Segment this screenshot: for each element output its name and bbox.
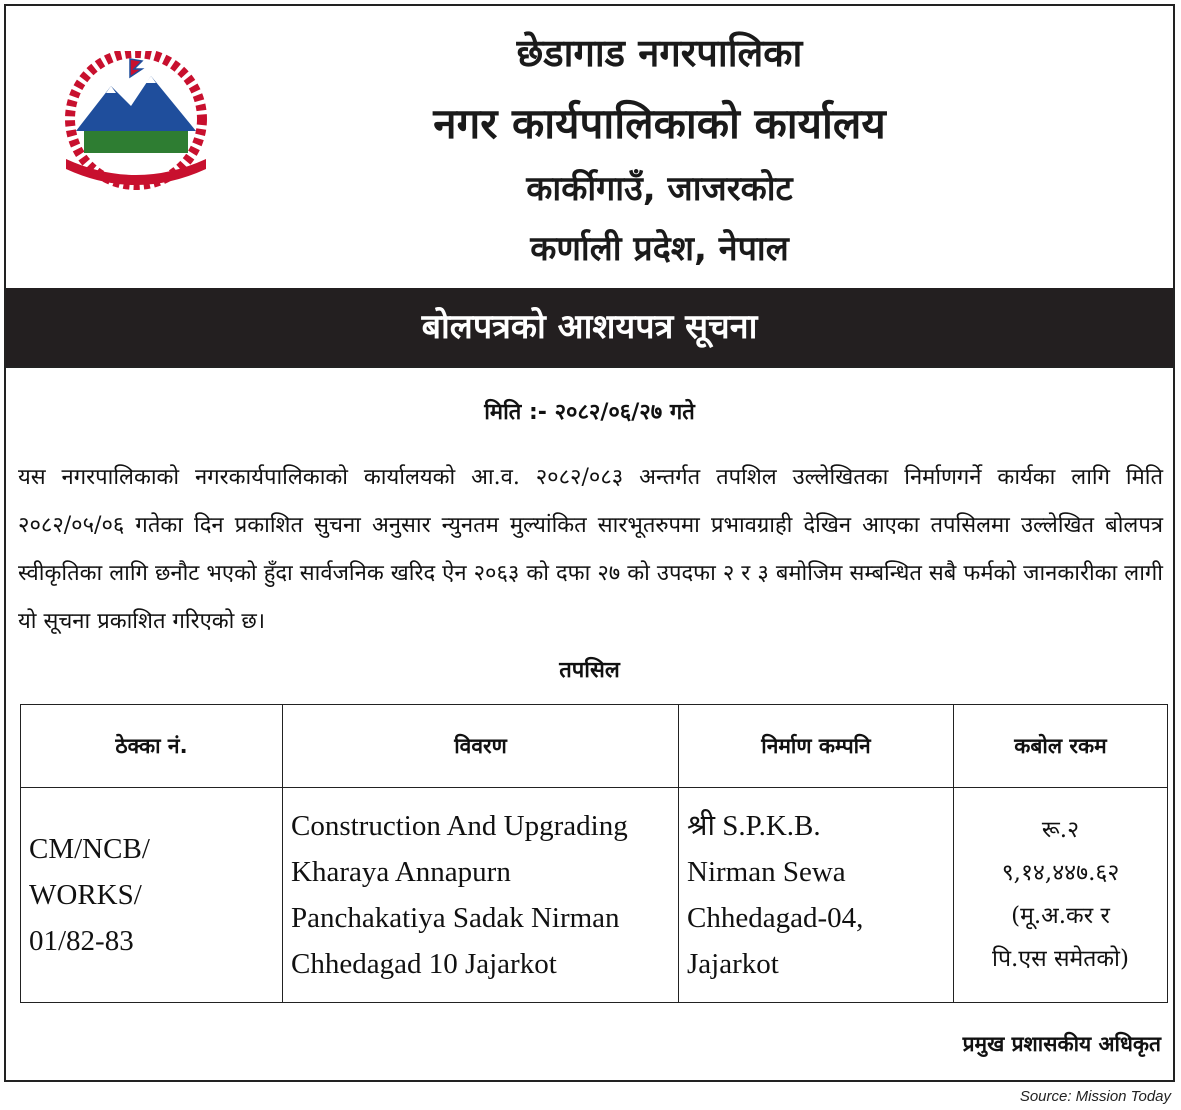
header-contract-no: ठेक्का नं. xyxy=(21,705,283,788)
office-name: नगर कार्यपालिकाको कार्यालय xyxy=(433,99,886,148)
cell-company: श्री S.P.K.B. Nirman Sewa Chhedagad-04, Jajarkot xyxy=(679,788,954,1003)
signatory-title: प्रमुख प्रशासकीय अधिकृत xyxy=(962,1032,1161,1056)
notice-body: यस नगरपालिकाको नगरकार्यपालिकाको कार्यालयको आ.व. २०८२/०८३ अन्तर्गत तपशिल उल्लेखितका निर्माणगर्ने कार्यका लागि मिति २०८२/०५/०६ गतेका दिन प्रकाशित सुचना अनुसार न्युनतम मुल्यांकित सारभूतरुपमा प्रभावग्राही देखिन आएका तपसिलमा उल्लेखित बोलपत्र स्वीकृतिका लागि छनौट भएको हुँदा सार्वजनिक खरिद ऐन २०६३ को दफा २७ को उपदफा २ र ३ बमोजिम सम्बन्धित सबै फर्मको जानकारीका लागी यो सूचना प्रकाशित गरिएको छ। xyxy=(18,465,1163,634)
notice-date: मिति :- २०८२/०६/२७ गते xyxy=(484,400,695,425)
cell-description: Construction And Upgrading Kharaya Annapurn Panchakatiya Sadak Nirman Chhedagad 10 Jajarkot xyxy=(283,788,679,1003)
bid-details-table xyxy=(20,704,1168,1003)
municipality-name: छेडागाड नगरपालिका xyxy=(516,31,803,75)
details-heading: तपसिल xyxy=(559,658,620,683)
header-amount: कबोल रकम xyxy=(954,705,1168,788)
office-location: कार्कीगाउँ, जाजरकोट xyxy=(526,169,793,209)
province-country: कर्णाली प्रदेश, नेपाल xyxy=(530,229,789,269)
table-row xyxy=(21,788,1168,1003)
header-company: निर्माण कम्पनि xyxy=(679,705,954,788)
cell-amount: रू.२ ९,१४,४४७.६२ (मू.अ.कर र पि.एस समेतको) xyxy=(954,788,1168,1003)
table-header-row xyxy=(21,705,1168,788)
cell-contract-no: CM/NCB/ WORKS/ 01/82-83 xyxy=(21,788,283,1003)
notice-title-banner: बोलपत्रको आशयपत्र सूचना xyxy=(6,288,1173,368)
header xyxy=(6,6,1173,290)
header-description: विवरण xyxy=(283,705,679,788)
notice-frame xyxy=(4,4,1175,1082)
source-credit: Source: Mission Today xyxy=(1019,1088,1171,1105)
